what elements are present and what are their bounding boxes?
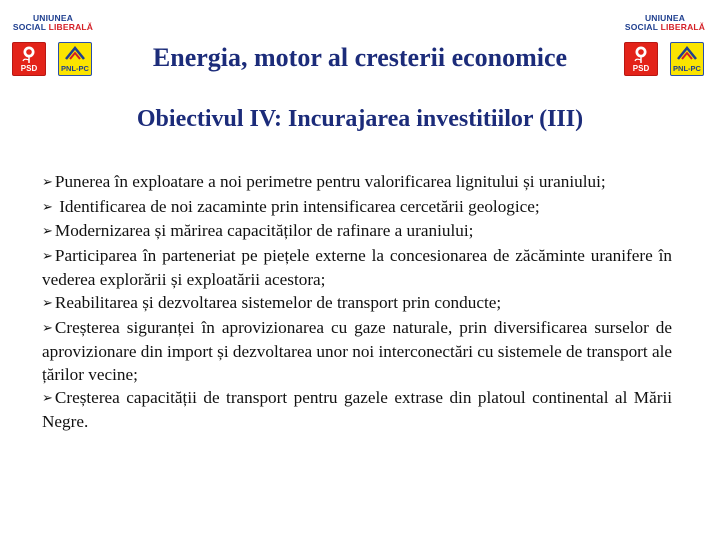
list-item-text: Modernizarea și mărirea capacităților de rafinare a uraniului; [54,221,474,240]
pnl-pc-label: PNL-PC [673,64,701,73]
slide-title: Energia, motor al cresterii economice [152,43,568,72]
arrow-bullet-icon: ➢ [42,320,53,336]
usl-word-liberala: LIBERALĂ [48,22,94,32]
arrow-bullet-icon: ➢ [42,296,53,311]
list-item [42,291,672,315]
list-item-text: Creșterea siguranței în aprovizionarea cu gaze naturale, prin diversificarea surselor de aprovizionare din import și dezvoltarea unor noi interconectări cu sistemele de transport ale țărilor vecine; [42,317,672,384]
list-item [42,316,672,386]
usl-logo-left [10,14,96,80]
list-item-text: Creșterea capacității de transport pentru gazele extrase din platoul continental al Mării Negre. [42,388,672,431]
list-item [42,170,672,194]
list-item-text: Punerea în exploatare a noi perimetre pentru valorificarea lignitului și uraniului; [54,172,606,191]
list-item [42,386,672,433]
rose-icon [625,44,657,64]
usl-wordmark [10,14,96,32]
usl-logo-right [622,14,708,80]
list-item-text: Participarea în parteneriat pe piețele externe la concesionarea de zăcăminte uranifere în vederea explorării și exploatării acestora; [42,245,672,289]
arrow-logo-icon [671,44,703,64]
usl-line-uniunea: UNIUNEA [644,13,686,23]
pnl-pc-logo [670,42,704,76]
psd-logo [12,42,46,76]
list-item [42,244,672,291]
psd-logo [624,42,658,76]
pnl-pc-label: PNL-PC [61,64,89,73]
psd-label: PSD [632,64,650,73]
list-item [42,195,672,219]
usl-line-uniunea: UNIUNEA [32,13,74,23]
list-item-text: Identificarea de noi zacaminte prin intensificarea cercetării geologice; [54,196,540,216]
arrow-bullet-icon: ➢ [42,175,53,190]
arrow-logo-icon [59,44,91,64]
arrow-bullet-icon: ➢ [42,248,53,264]
arrow-bullet-icon: ➢ [42,199,53,215]
usl-wordmark [622,14,708,32]
psd-label: PSD [20,64,38,73]
usl-word-social: SOCIAL [624,22,659,32]
arrow-bullet-icon: ➢ [42,391,53,406]
rose-icon [13,44,45,64]
bullet-list [42,170,672,434]
arrow-bullet-icon: ➢ [42,224,53,239]
slide-subtitle: Obiectivul IV: Incurajarea investitiilor (III) [136,106,584,132]
list-item-text: Reabilitarea și dezvoltarea sistemelor de transport prin conducte; [54,293,502,312]
pnl-pc-logo [58,42,92,76]
usl-word-liberala: LIBERALĂ [660,22,706,32]
usl-word-social: SOCIAL [12,22,47,32]
list-item [42,219,672,243]
